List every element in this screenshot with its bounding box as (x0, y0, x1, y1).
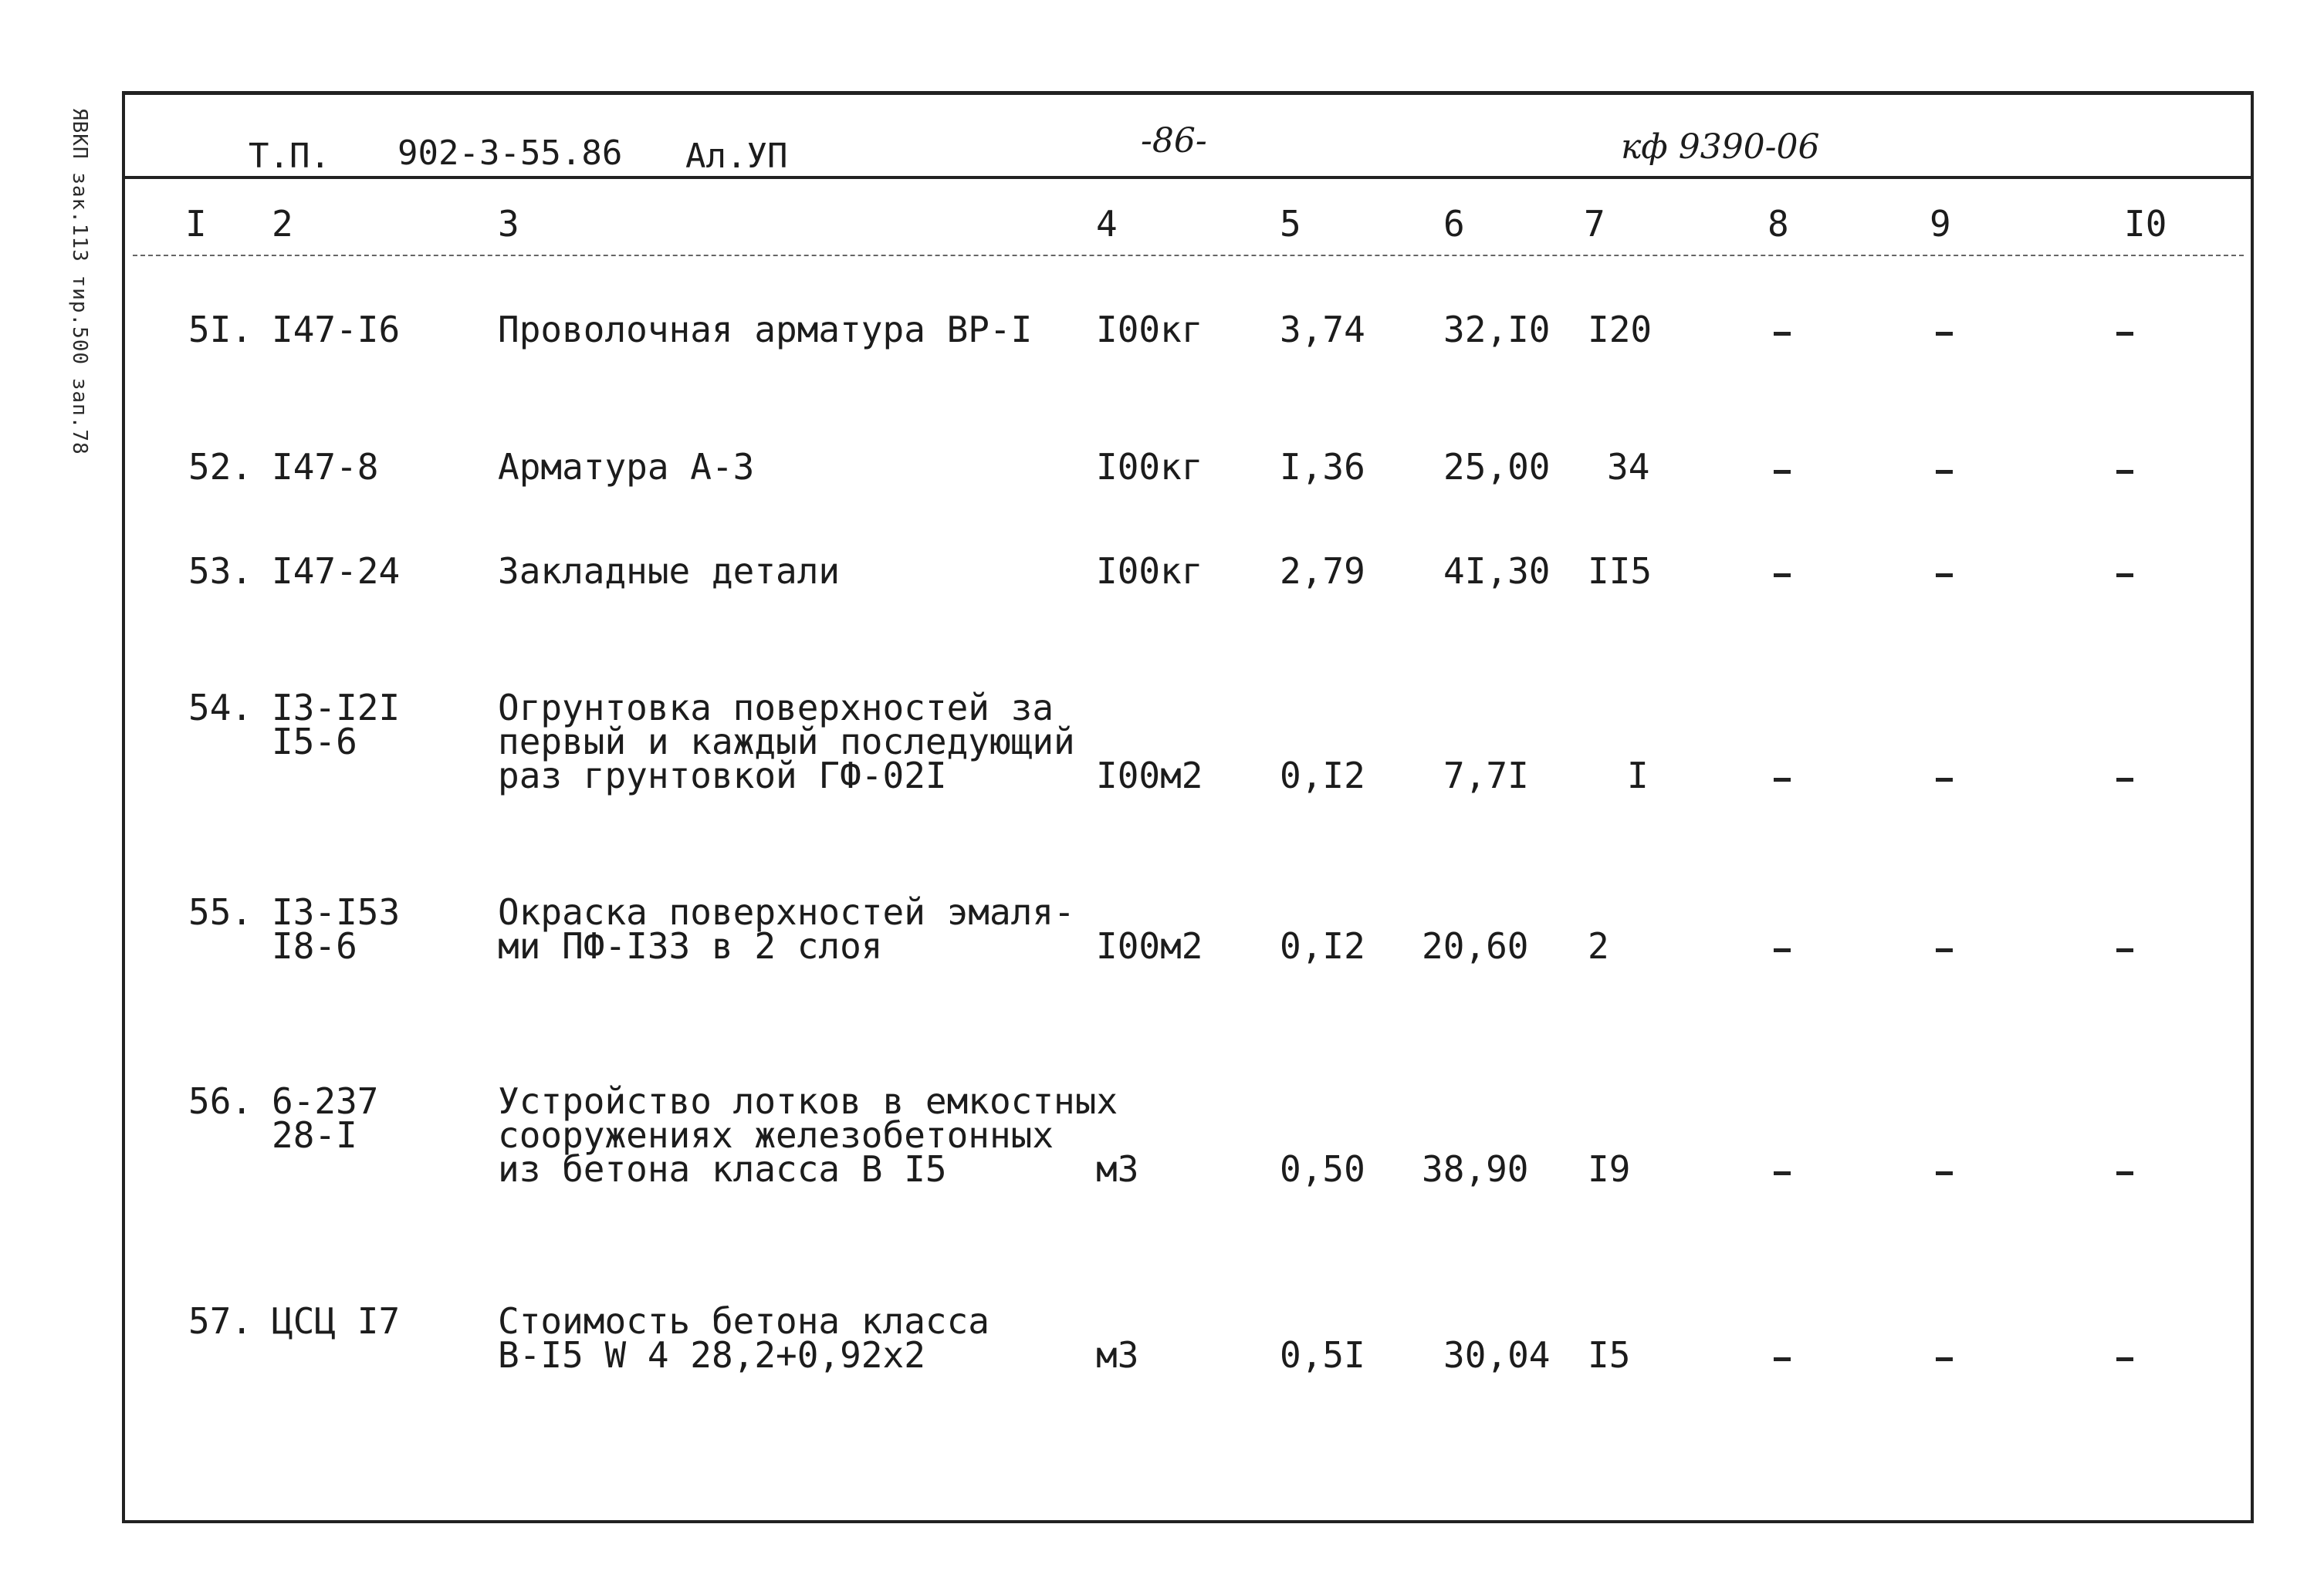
row-col10-dash (2116, 332, 2133, 336)
row-price: 32,I0 (1443, 309, 1551, 350)
row-col10-dash (2116, 1171, 2133, 1175)
column-header-rule (133, 255, 2244, 256)
row-name-line: В-I5 W 4 28,2+0,92х2 (498, 1334, 925, 1376)
row-code-line: I8-6 (272, 925, 357, 967)
column-number: 8 (1768, 203, 1789, 245)
row-unit: I00кг (1096, 550, 1203, 592)
column-number: 6 (1443, 203, 1465, 245)
row-col9-dash (1936, 573, 1953, 577)
row-name-line: Устройство лотков в емкостных (498, 1080, 1118, 1122)
column-number: I (185, 203, 207, 245)
header-page-number: -86- (1141, 121, 1207, 161)
row-number: 57. (188, 1300, 253, 1342)
row-quantity: I,36 (1280, 446, 1365, 488)
column-number: 9 (1930, 203, 1951, 245)
row-col10-dash (2116, 948, 2133, 952)
row-col9-dash (1936, 1171, 1953, 1175)
row-number: 5I. (188, 309, 253, 350)
header-rule (122, 176, 2254, 179)
row-unit: I00м2 (1096, 755, 1203, 796)
row-name-line: Огрунтовка поверхностей за (498, 687, 1054, 728)
row-name-line: Окраска поверхностей эмаля- (498, 891, 1075, 933)
row-col8-dash (1774, 573, 1791, 577)
row-price: 7,7I (1443, 755, 1529, 796)
row-unit: I00м2 (1096, 925, 1203, 967)
row-col9-dash (1936, 948, 1953, 952)
row-name-line: сооружениях железобетонных (498, 1114, 1054, 1156)
header-tp: Т.П. (249, 137, 330, 176)
row-col8-dash (1774, 1357, 1791, 1361)
header-project: 902-3-55.86 (397, 133, 623, 173)
column-number: 2 (272, 203, 293, 245)
row-col9-dash (1936, 332, 1953, 336)
row-number: 55. (188, 891, 253, 933)
row-col10-dash (2116, 1357, 2133, 1361)
row-price: 4I,30 (1443, 550, 1551, 592)
header-code: кф 9390-06 (1621, 127, 1820, 167)
row-name-line: Арматура А-3 (498, 446, 755, 488)
row-quantity: 3,74 (1280, 309, 1365, 350)
row-col8-dash (1774, 1171, 1791, 1175)
row-code-line: I47-8 (272, 446, 379, 488)
row-quantity: 0,50 (1280, 1148, 1365, 1190)
row-quantity: 2,79 (1280, 550, 1365, 592)
page-frame (122, 91, 2254, 1523)
row-total: 34 (1607, 446, 1650, 488)
row-total: 2 (1588, 925, 1609, 967)
row-price: 30,04 (1443, 1334, 1551, 1376)
row-col8-dash (1774, 778, 1791, 782)
row-unit: I00кг (1096, 309, 1203, 350)
row-number: 54. (188, 687, 253, 728)
row-name-line: из бетона класса В I5 (498, 1148, 947, 1190)
row-quantity: 0,5I (1280, 1334, 1365, 1376)
row-col10-dash (2116, 470, 2133, 474)
column-number: 7 (1584, 203, 1605, 245)
row-name-line: ми ПФ-I33 в 2 слоя (498, 925, 883, 967)
column-number: 3 (498, 203, 519, 245)
row-code-line: I3-I2I (272, 687, 401, 728)
row-price: 20,60 (1422, 925, 1529, 967)
row-price: 25,00 (1443, 446, 1551, 488)
row-code-line: 6-237 (272, 1080, 379, 1122)
row-total: I (1627, 755, 1649, 796)
side-print-note: ЯВКП зак.113 тир.500 зап.78 (68, 108, 91, 455)
column-number: 4 (1096, 203, 1118, 245)
row-code-line: ЦСЦ I7 (272, 1300, 401, 1342)
row-unit: I00кг (1096, 446, 1203, 488)
row-col8-dash (1774, 948, 1791, 952)
row-code-line: I47-I6 (272, 309, 401, 350)
row-name-line: Закладные детали (498, 550, 841, 592)
row-col9-dash (1936, 470, 1953, 474)
row-number: 56. (188, 1080, 253, 1122)
row-quantity: 0,I2 (1280, 755, 1365, 796)
column-number: 5 (1280, 203, 1301, 245)
row-col9-dash (1936, 778, 1953, 782)
row-code-line: I5-6 (272, 721, 357, 762)
row-col10-dash (2116, 778, 2133, 782)
row-price: 38,90 (1422, 1148, 1529, 1190)
row-total: I9 (1588, 1148, 1631, 1190)
row-code-line: 28-I (272, 1114, 357, 1156)
row-unit: м3 (1096, 1148, 1139, 1190)
row-col9-dash (1936, 1357, 1953, 1361)
row-col10-dash (2116, 573, 2133, 577)
row-code-line: I3-I53 (272, 891, 401, 933)
row-unit: м3 (1096, 1334, 1139, 1376)
row-col8-dash (1774, 470, 1791, 474)
row-total: I5 (1588, 1334, 1631, 1376)
header-album: Ал.УП (685, 137, 788, 176)
row-number: 52. (188, 446, 253, 488)
row-quantity: 0,I2 (1280, 925, 1365, 967)
column-number: I0 (2124, 203, 2167, 245)
row-col8-dash (1774, 332, 1791, 336)
row-name-line: раз грунтовкой ГФ-02I (498, 755, 947, 796)
row-name-line: Стоимость бетона класса (498, 1300, 989, 1342)
row-total: I20 (1588, 309, 1653, 350)
row-name-line: Проволочная арматура ВР-I (498, 309, 1033, 350)
row-total: II5 (1588, 550, 1653, 592)
row-name-line: первый и каждый последующий (498, 721, 1075, 762)
row-code-line: I47-24 (272, 550, 401, 592)
row-number: 53. (188, 550, 253, 592)
